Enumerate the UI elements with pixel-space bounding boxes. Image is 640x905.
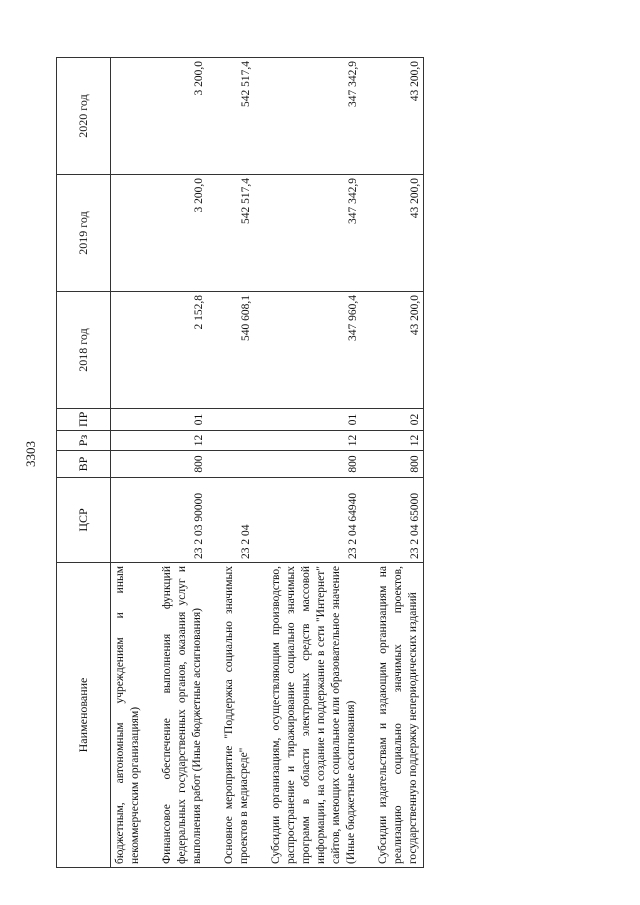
header-rz: Рз: [57, 431, 111, 451]
header-vr: ВР: [57, 451, 111, 478]
header-csr: ЦСР: [57, 478, 111, 563]
row-csr: [111, 478, 146, 563]
row-rz: [220, 431, 254, 451]
row-2020: 542 517,4: [220, 58, 254, 175]
row-2020: 3 200,0: [158, 58, 207, 175]
header-pr: ПР: [57, 409, 111, 431]
row-rz: 12: [374, 431, 424, 451]
row-csr: 23 2 04 65000: [374, 478, 424, 563]
table-row: [111, 58, 146, 868]
row-name: бюджетным, автономным учреждениям и иным некоммерческим организациям): [111, 563, 146, 868]
row-2019: 347 342,9: [267, 175, 361, 292]
row-vr: [220, 451, 254, 478]
rotated-page-content: [56, 58, 597, 868]
row-pr: 02: [374, 409, 424, 431]
header-2020: 2020 год: [57, 58, 111, 175]
row-rz: 12: [267, 431, 361, 451]
row-2020: 347 342,9: [267, 58, 361, 175]
row-2019: [111, 175, 146, 292]
row-2019: 542 517,4: [220, 175, 254, 292]
row-2020: [111, 58, 146, 175]
row-vr: 800: [158, 451, 207, 478]
table-spacer-row: [254, 58, 267, 868]
row-rz: [111, 431, 146, 451]
table-row: [267, 58, 361, 868]
row-2018: 43 200,0: [374, 292, 424, 409]
row-csr: 23 2 03 90000: [158, 478, 207, 563]
row-name: Основное мероприятие "Поддержка социально значимых проектов в медиасреде": [220, 563, 254, 868]
row-pr: 01: [267, 409, 361, 431]
budget-table: [56, 57, 424, 868]
row-2018: 2 152,8: [158, 292, 207, 409]
row-rz: 12: [158, 431, 207, 451]
row-2019: 3 200,0: [158, 175, 207, 292]
table-spacer-row: [361, 58, 374, 868]
row-name: Субсидии организациям, осуществляющим производство, распространение и тиражирование социально значимых программ в области электронных средств массовой информации, на создание и поддержание в сети "Интернет" сайтов, имеющих социальное или образовательное значение (Иные бюджетные ассигнования): [267, 563, 361, 868]
row-pr: [111, 409, 146, 431]
table-header-row: [57, 58, 111, 868]
table-spacer-row: [145, 58, 158, 868]
row-2020: 43 200,0: [374, 58, 424, 175]
row-2018: 540 608,1: [220, 292, 254, 409]
header-name: Наименование: [57, 563, 111, 868]
row-name: Субсидии издательствам и издающим организациям на реализацию социально значимых проектов, государственную поддержку непериодических изданий: [374, 563, 424, 868]
row-2018: [111, 292, 146, 409]
row-pr: [220, 409, 254, 431]
row-csr: 23 2 04: [220, 478, 254, 563]
row-vr: 800: [267, 451, 361, 478]
table-row: [158, 58, 207, 868]
table-spacer-row: [207, 58, 220, 868]
row-name: Финансовое обеспечение выполнения функций федеральных государственных органов, оказания услуг и выполнения работ (Иные бюджетные ассигнования): [158, 563, 207, 868]
row-vr: 800: [374, 451, 424, 478]
row-pr: 01: [158, 409, 207, 431]
row-2018: 347 960,4: [267, 292, 361, 409]
page-number: 3303: [23, 441, 38, 467]
table-row: [374, 58, 424, 868]
row-vr: [111, 451, 146, 478]
header-2019: 2019 год: [57, 175, 111, 292]
row-csr: 23 2 04 64940: [267, 478, 361, 563]
table-row: [220, 58, 254, 868]
header-2018: 2018 год: [57, 292, 111, 409]
row-2019: 43 200,0: [374, 175, 424, 292]
